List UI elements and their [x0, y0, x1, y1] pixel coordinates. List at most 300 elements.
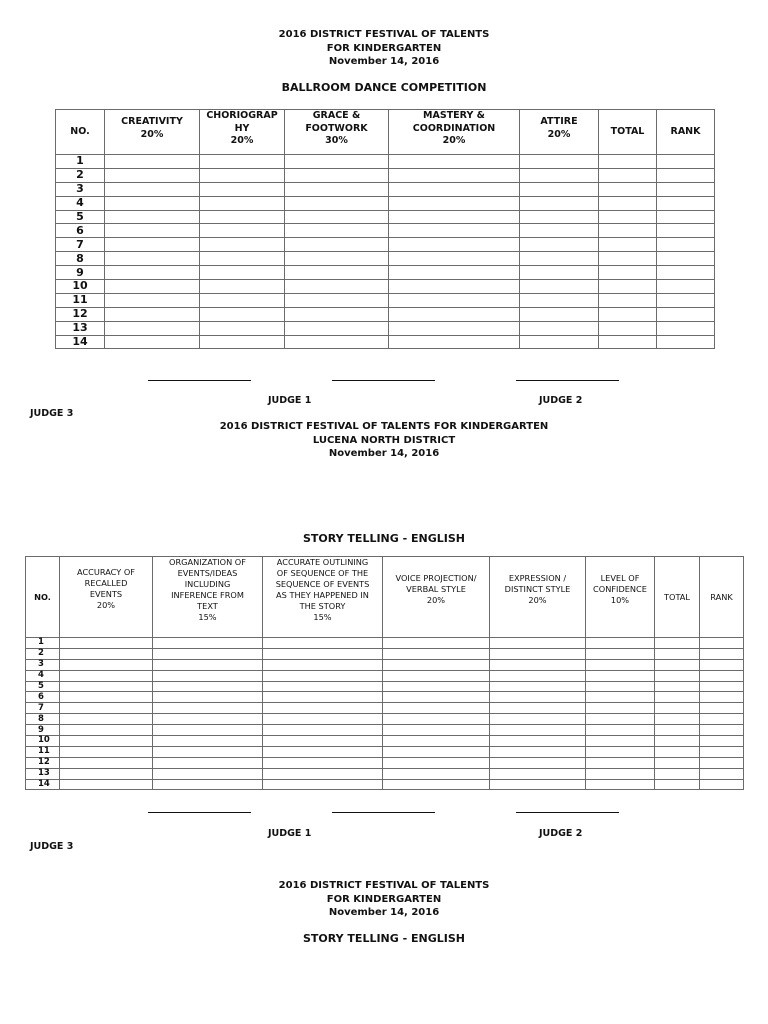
score-cell[interactable]: [105, 168, 200, 182]
score-cell[interactable]: [105, 155, 200, 169]
score-cell[interactable]: [285, 238, 389, 252]
score-cell[interactable]: [263, 768, 383, 779]
score-cell[interactable]: [60, 714, 153, 725]
table-row: [26, 714, 744, 725]
signature-line: [332, 380, 435, 381]
score-cell[interactable]: [389, 196, 520, 210]
score-cell[interactable]: [389, 252, 520, 266]
score-cell[interactable]: [200, 335, 285, 349]
score-cell[interactable]: [490, 681, 586, 692]
score-cell[interactable]: [700, 703, 744, 714]
score-cell[interactable]: [599, 307, 657, 321]
score-cell[interactable]: [490, 638, 586, 649]
score-cell[interactable]: [263, 638, 383, 649]
score-cell[interactable]: [586, 768, 655, 779]
score-cell[interactable]: [60, 736, 153, 747]
score-cell[interactable]: [153, 670, 263, 681]
score-cell[interactable]: [520, 155, 599, 169]
score-cell[interactable]: [285, 266, 389, 280]
table-row: [26, 638, 744, 649]
score-cell[interactable]: [200, 252, 285, 266]
score-cell[interactable]: [655, 648, 700, 659]
score-cell[interactable]: [586, 692, 655, 703]
score-cell[interactable]: [285, 252, 389, 266]
score-cell[interactable]: [657, 168, 715, 182]
score-cell[interactable]: [263, 703, 383, 714]
score-cell[interactable]: [383, 692, 490, 703]
score-cell[interactable]: [383, 670, 490, 681]
score-cell[interactable]: [490, 736, 586, 747]
score-cell[interactable]: [263, 681, 383, 692]
judge3-label: JUDGE 3: [30, 408, 74, 419]
score-cell[interactable]: [586, 736, 655, 747]
score-cell[interactable]: [263, 670, 383, 681]
score-cell[interactable]: [520, 224, 599, 238]
row-number: 6: [26, 692, 60, 703]
score-cell[interactable]: [655, 714, 700, 725]
section1-title: BALLROOM DANCE COMPETITION: [281, 81, 487, 94]
score-cell[interactable]: [655, 681, 700, 692]
score-cell[interactable]: [200, 293, 285, 307]
score-cell[interactable]: [60, 757, 153, 768]
col-header-choreography: CHORIOGRAP HY 20%: [200, 110, 285, 155]
score-cell[interactable]: [599, 266, 657, 280]
table-row: [56, 196, 715, 210]
score-cell[interactable]: [700, 681, 744, 692]
score-cell[interactable]: [105, 238, 200, 252]
score-cell[interactable]: [60, 768, 153, 779]
score-cell[interactable]: [655, 703, 700, 714]
table-row: [56, 168, 715, 182]
score-cell[interactable]: [383, 736, 490, 747]
score-cell[interactable]: [105, 335, 200, 349]
judge1-label: JUDGE 1: [268, 828, 312, 839]
score-cell[interactable]: [389, 238, 520, 252]
header-line: LUCENA NORTH DISTRICT: [312, 434, 456, 446]
score-cell[interactable]: [105, 293, 200, 307]
score-cell[interactable]: [105, 266, 200, 280]
section2-title: STORY TELLING - ENGLISH: [302, 532, 465, 545]
score-cell[interactable]: [153, 746, 263, 757]
row-number: 7: [26, 703, 60, 714]
score-cell[interactable]: [599, 196, 657, 210]
score-cell[interactable]: [60, 659, 153, 670]
score-cell[interactable]: [153, 725, 263, 736]
score-cell[interactable]: [60, 670, 153, 681]
score-cell[interactable]: [389, 321, 520, 335]
score-cell[interactable]: [153, 768, 263, 779]
score-cell[interactable]: [490, 703, 586, 714]
score-cell[interactable]: [586, 638, 655, 649]
score-cell[interactable]: [105, 182, 200, 196]
score-cell[interactable]: [599, 252, 657, 266]
table-row: [56, 224, 715, 238]
score-cell[interactable]: [285, 280, 389, 294]
row-number: 1: [26, 638, 60, 649]
score-cell[interactable]: [586, 714, 655, 725]
header-line: 2016 DISTRICT FESTIVAL OF TALENTS FOR KINDERGARTEN: [219, 421, 549, 432]
score-cell[interactable]: [655, 725, 700, 736]
score-cell[interactable]: [520, 252, 599, 266]
score-cell[interactable]: [599, 168, 657, 182]
score-cell[interactable]: [700, 779, 744, 790]
col-header-grace-footwork: GRACE & FOOTWORK 30%: [285, 110, 389, 155]
score-cell[interactable]: [657, 335, 715, 349]
score-cell[interactable]: [586, 703, 655, 714]
score-cell[interactable]: [105, 307, 200, 321]
score-cell[interactable]: [490, 692, 586, 703]
row-number: 14: [56, 335, 105, 349]
score-cell[interactable]: [200, 210, 285, 224]
score-cell[interactable]: [263, 725, 383, 736]
score-cell[interactable]: [383, 703, 490, 714]
col-header-rank: RANK: [700, 557, 744, 638]
score-cell[interactable]: [263, 659, 383, 670]
score-cell[interactable]: [105, 280, 200, 294]
score-cell[interactable]: [599, 224, 657, 238]
score-cell[interactable]: [599, 335, 657, 349]
score-cell[interactable]: [586, 725, 655, 736]
score-cell[interactable]: [389, 266, 520, 280]
row-number: 5: [56, 210, 105, 224]
row-number: 3: [56, 182, 105, 196]
col-header-total: TOTAL: [655, 557, 700, 638]
row-number: 9: [26, 725, 60, 736]
score-cell[interactable]: [655, 757, 700, 768]
score-cell[interactable]: [520, 266, 599, 280]
score-cell[interactable]: [657, 293, 715, 307]
score-cell[interactable]: [655, 670, 700, 681]
score-cell[interactable]: [657, 280, 715, 294]
col-header-accuracy: ACCURACY OF RECALLED EVENTS 20%: [60, 557, 153, 638]
row-number: 12: [56, 307, 105, 321]
score-cell[interactable]: [153, 714, 263, 725]
score-cell[interactable]: [383, 659, 490, 670]
score-cell[interactable]: [263, 757, 383, 768]
score-cell[interactable]: [285, 321, 389, 335]
table-row: [26, 703, 744, 714]
signature-line: [516, 380, 619, 381]
score-cell[interactable]: [657, 155, 715, 169]
signature-line: [148, 380, 251, 381]
score-cell[interactable]: [586, 648, 655, 659]
row-number: 11: [56, 293, 105, 307]
col-header-mastery-coordination: MASTERY & COORDINATION 20%: [389, 110, 520, 155]
row-number: 11: [26, 746, 60, 757]
score-cell[interactable]: [153, 692, 263, 703]
score-cell[interactable]: [200, 155, 285, 169]
score-cell[interactable]: [657, 252, 715, 266]
score-cell[interactable]: [700, 659, 744, 670]
score-cell[interactable]: [200, 307, 285, 321]
header-line: November 14, 2016: [328, 448, 440, 459]
score-cell[interactable]: [285, 182, 389, 196]
score-cell[interactable]: [200, 224, 285, 238]
signature-line: [148, 812, 251, 813]
score-cell[interactable]: [105, 210, 200, 224]
col-header-no: NO.: [26, 557, 60, 638]
col-header-voice-projection: VOICE PROJECTION/ VERBAL STYLE 20%: [383, 557, 490, 638]
score-cell[interactable]: [105, 224, 200, 238]
row-number: 1: [56, 155, 105, 169]
row-number: 6: [56, 224, 105, 238]
score-cell[interactable]: [383, 768, 490, 779]
score-cell[interactable]: [655, 692, 700, 703]
score-cell[interactable]: [285, 155, 389, 169]
score-cell[interactable]: [263, 648, 383, 659]
score-cell[interactable]: [520, 293, 599, 307]
score-cell[interactable]: [520, 168, 599, 182]
row-number: 10: [26, 736, 60, 747]
score-cell[interactable]: [263, 779, 383, 790]
score-cell[interactable]: [60, 725, 153, 736]
table-row: [26, 768, 744, 779]
score-cell[interactable]: [599, 182, 657, 196]
row-number: 8: [26, 714, 60, 725]
score-cell[interactable]: [520, 280, 599, 294]
score-cell[interactable]: [389, 293, 520, 307]
score-cell[interactable]: [599, 155, 657, 169]
score-cell[interactable]: [285, 335, 389, 349]
col-header-no: NO.: [56, 110, 105, 155]
score-cell[interactable]: [153, 703, 263, 714]
score-cell[interactable]: [520, 335, 599, 349]
score-cell[interactable]: [586, 681, 655, 692]
score-cell[interactable]: [383, 725, 490, 736]
score-cell[interactable]: [655, 768, 700, 779]
score-cell[interactable]: [490, 768, 586, 779]
score-cell[interactable]: [60, 638, 153, 649]
score-cell[interactable]: [655, 659, 700, 670]
row-number: 13: [56, 321, 105, 335]
score-cell[interactable]: [657, 307, 715, 321]
score-cell[interactable]: [655, 638, 700, 649]
score-cell[interactable]: [263, 692, 383, 703]
row-number: 8: [56, 252, 105, 266]
score-cell[interactable]: [60, 681, 153, 692]
score-cell[interactable]: [490, 670, 586, 681]
row-number: 14: [26, 779, 60, 790]
row-number: 12: [26, 757, 60, 768]
score-cell[interactable]: [657, 238, 715, 252]
section3-header: [0, 879, 768, 920]
score-cell[interactable]: [383, 746, 490, 757]
table-row: [26, 670, 744, 681]
score-cell[interactable]: [700, 670, 744, 681]
judge2-label: JUDGE 2: [539, 828, 583, 839]
score-cell[interactable]: [389, 155, 520, 169]
score-cell[interactable]: [105, 196, 200, 210]
score-cell[interactable]: [520, 321, 599, 335]
score-cell[interactable]: [657, 224, 715, 238]
score-cell[interactable]: [200, 238, 285, 252]
score-cell[interactable]: [60, 692, 153, 703]
col-header-expression: EXPRESSION / DISTINCT STYLE 20%: [490, 557, 586, 638]
judge3-label: JUDGE 3: [30, 841, 74, 852]
table-row: [56, 266, 715, 280]
score-cell[interactable]: [389, 335, 520, 349]
header-line: FOR KINDERGARTEN: [326, 893, 442, 905]
score-cell[interactable]: [657, 182, 715, 196]
score-cell[interactable]: [383, 638, 490, 649]
score-cell[interactable]: [657, 266, 715, 280]
score-cell[interactable]: [200, 280, 285, 294]
score-cell[interactable]: [285, 168, 389, 182]
row-number: 3: [26, 659, 60, 670]
score-cell[interactable]: [520, 196, 599, 210]
ballroom-score-table: [55, 109, 715, 349]
score-cell[interactable]: [389, 224, 520, 238]
table-header-row: [26, 557, 744, 638]
score-cell[interactable]: [200, 266, 285, 280]
row-number: 4: [56, 196, 105, 210]
score-cell[interactable]: [599, 210, 657, 224]
score-cell[interactable]: [490, 714, 586, 725]
score-cell[interactable]: [153, 638, 263, 649]
score-cell[interactable]: [200, 196, 285, 210]
score-cell[interactable]: [700, 757, 744, 768]
score-cell[interactable]: [700, 768, 744, 779]
score-cell[interactable]: [200, 168, 285, 182]
row-number: 9: [56, 266, 105, 280]
score-cell[interactable]: [520, 210, 599, 224]
score-cell[interactable]: [383, 757, 490, 768]
table-row: [26, 757, 744, 768]
col-header-outlining: ACCURATE OUTLINING OF SEQUENCE OF THE SEQUENCE OF EVENTS AS THEY HAPPENED IN THE STORY 15%: [263, 557, 383, 638]
score-cell[interactable]: [586, 757, 655, 768]
score-cell[interactable]: [60, 648, 153, 659]
score-cell[interactable]: [700, 714, 744, 725]
score-cell[interactable]: [60, 703, 153, 714]
score-cell[interactable]: [520, 238, 599, 252]
score-cell[interactable]: [586, 670, 655, 681]
score-cell[interactable]: [285, 293, 389, 307]
score-cell[interactable]: [490, 757, 586, 768]
col-header-total: TOTAL: [599, 110, 657, 155]
score-cell[interactable]: [599, 293, 657, 307]
score-cell[interactable]: [285, 210, 389, 224]
score-cell[interactable]: [599, 238, 657, 252]
score-cell[interactable]: [700, 746, 744, 757]
score-cell[interactable]: [285, 307, 389, 321]
table-row: [26, 736, 744, 747]
score-cell[interactable]: [285, 196, 389, 210]
row-number: 2: [26, 648, 60, 659]
score-cell[interactable]: [105, 252, 200, 266]
score-cell[interactable]: [200, 182, 285, 196]
score-cell[interactable]: [490, 659, 586, 670]
table-row: [26, 692, 744, 703]
score-cell[interactable]: [657, 321, 715, 335]
table-row: [56, 335, 715, 349]
score-cell[interactable]: [263, 714, 383, 725]
score-cell[interactable]: [389, 168, 520, 182]
score-cell[interactable]: [657, 196, 715, 210]
score-cell[interactable]: [263, 736, 383, 747]
score-cell[interactable]: [389, 210, 520, 224]
score-cell[interactable]: [700, 648, 744, 659]
col-header-rank: RANK: [657, 110, 715, 155]
score-cell[interactable]: [389, 307, 520, 321]
score-cell[interactable]: [60, 779, 153, 790]
score-cell[interactable]: [383, 648, 490, 659]
table-row: [26, 681, 744, 692]
score-cell[interactable]: [586, 659, 655, 670]
header-line: November 14, 2016: [328, 907, 440, 918]
score-cell[interactable]: [153, 736, 263, 747]
score-cell[interactable]: [490, 725, 586, 736]
score-cell[interactable]: [586, 779, 655, 790]
table-row: [26, 746, 744, 757]
table-row: [56, 210, 715, 224]
score-cell[interactable]: [700, 638, 744, 649]
score-cell[interactable]: [153, 659, 263, 670]
score-cell[interactable]: [60, 746, 153, 757]
score-cell[interactable]: [520, 182, 599, 196]
row-number: 7: [56, 238, 105, 252]
header-line: 2016 DISTRICT FESTIVAL OF TALENTS: [278, 29, 490, 40]
section1-header: [0, 28, 768, 69]
col-header-organization: ORGANIZATION OF EVENTS/IDEAS INCLUDING INFERENCE FROM TEXT 15%: [153, 557, 263, 638]
score-cell[interactable]: [700, 736, 744, 747]
storytelling-score-table: [25, 556, 744, 790]
score-cell[interactable]: [200, 321, 285, 335]
table-row: [56, 155, 715, 169]
score-cell[interactable]: [700, 725, 744, 736]
score-cell[interactable]: [105, 321, 200, 335]
score-cell[interactable]: [490, 779, 586, 790]
signature-line: [332, 812, 435, 813]
row-number: 4: [26, 670, 60, 681]
header-line: November 14, 2016: [328, 56, 440, 67]
score-cell[interactable]: [700, 692, 744, 703]
score-cell[interactable]: [655, 736, 700, 747]
score-cell[interactable]: [383, 779, 490, 790]
score-cell[interactable]: [383, 681, 490, 692]
score-cell[interactable]: [586, 746, 655, 757]
table-row: [56, 252, 715, 266]
score-cell[interactable]: [490, 746, 586, 757]
row-number: 2: [56, 168, 105, 182]
section2-header: [0, 420, 768, 461]
score-cell[interactable]: [657, 210, 715, 224]
header-line: FOR KINDERGARTEN: [326, 42, 442, 54]
score-cell[interactable]: [153, 648, 263, 659]
score-cell[interactable]: [263, 746, 383, 757]
score-cell[interactable]: [655, 779, 700, 790]
score-cell[interactable]: [383, 714, 490, 725]
row-number: 10: [56, 280, 105, 294]
score-cell[interactable]: [153, 757, 263, 768]
table-row: [56, 307, 715, 321]
score-cell[interactable]: [599, 280, 657, 294]
score-cell[interactable]: [599, 321, 657, 335]
score-cell[interactable]: [285, 224, 389, 238]
table-row: [56, 238, 715, 252]
header-line: 2016 DISTRICT FESTIVAL OF TALENTS: [278, 880, 490, 891]
score-cell[interactable]: [153, 779, 263, 790]
score-cell[interactable]: [153, 681, 263, 692]
score-cell[interactable]: [490, 648, 586, 659]
score-cell[interactable]: [520, 307, 599, 321]
score-cell[interactable]: [389, 182, 520, 196]
table-row: [26, 648, 744, 659]
col-header-attire: ATTIRE 20%: [520, 110, 599, 155]
score-cell[interactable]: [655, 746, 700, 757]
score-cell[interactable]: [389, 280, 520, 294]
judge2-label: JUDGE 2: [539, 395, 583, 406]
table-row: [26, 659, 744, 670]
